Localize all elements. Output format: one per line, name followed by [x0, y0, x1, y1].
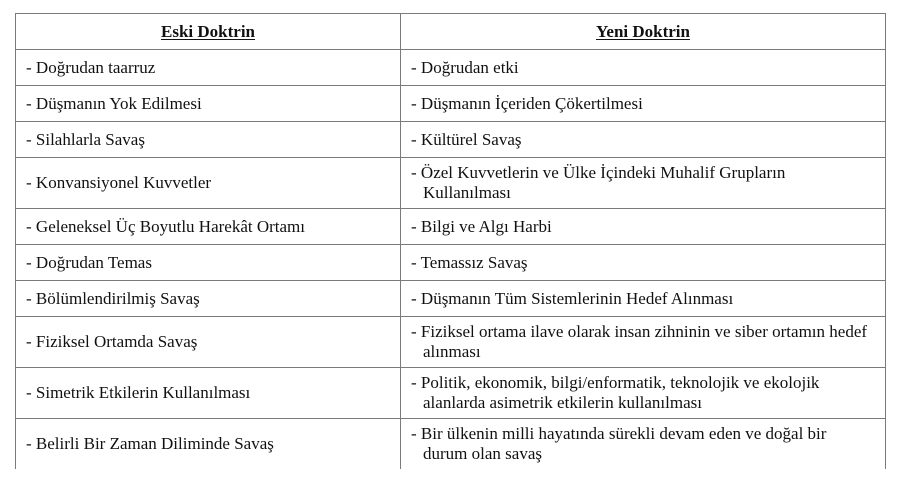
- table-row: [16, 50, 886, 86]
- table-row: [16, 158, 886, 209]
- old-doctrine-cell: - Doğrudan Temas: [16, 245, 401, 281]
- table-row: [16, 419, 886, 470]
- new-doctrine-cell: - Bilgi ve Algı Harbi: [401, 209, 886, 245]
- new-doctrine-cell: - Politik, ekonomik, bilgi/enformatik, teknolojik ve ekolojik alanlarda asimetrik etkilerin kullanılması: [401, 368, 886, 419]
- old-doctrine-cell: - Geleneksel Üç Boyutlu Harekât Ortamı: [16, 209, 401, 245]
- header-old-doctrine: Eski Doktrin: [16, 14, 401, 50]
- new-doctrine-cell: - Bir ülkenin milli hayatında sürekli devam eden ve doğal bir durum olan savaş: [401, 419, 886, 470]
- old-doctrine-cell: - Silahlarla Savaş: [16, 122, 401, 158]
- old-doctrine-cell: - Doğrudan taarruz: [16, 50, 401, 86]
- header-new-doctrine: Yeni Doktrin: [401, 14, 886, 50]
- old-doctrine-cell: - Konvansiyonel Kuvvetler: [16, 158, 401, 209]
- new-doctrine-cell: - Kültürel Savaş: [401, 122, 886, 158]
- old-doctrine-cell: - Fiziksel Ortamda Savaş: [16, 317, 401, 368]
- old-doctrine-cell: - Belirli Bir Zaman Diliminde Savaş: [16, 419, 401, 470]
- table-header-row: [16, 14, 886, 50]
- old-doctrine-cell: - Düşmanın Yok Edilmesi: [16, 86, 401, 122]
- new-doctrine-cell: - Düşmanın Tüm Sistemlerinin Hedef Alınması: [401, 281, 886, 317]
- doctrine-comparison-table: [15, 13, 886, 469]
- table-row: [16, 368, 886, 419]
- table-row: [16, 317, 886, 368]
- table-row: [16, 122, 886, 158]
- new-doctrine-cell: - Doğrudan etki: [401, 50, 886, 86]
- old-doctrine-cell: - Bölümlendirilmiş Savaş: [16, 281, 401, 317]
- table-row: [16, 281, 886, 317]
- table-row: [16, 209, 886, 245]
- table-row: [16, 245, 886, 281]
- new-doctrine-cell: - Özel Kuvvetlerin ve Ülke İçindeki Muhalif Grupların Kullanılması: [401, 158, 886, 209]
- new-doctrine-cell: - Temassız Savaş: [401, 245, 886, 281]
- old-doctrine-cell: - Simetrik Etkilerin Kullanılması: [16, 368, 401, 419]
- table-row: [16, 86, 886, 122]
- cropped-text-line: [175, 0, 775, 5]
- new-doctrine-cell: - Düşmanın İçeriden Çökertilmesi: [401, 86, 886, 122]
- new-doctrine-cell: - Fiziksel ortama ilave olarak insan zihninin ve siber ortamın hedef alınması: [401, 317, 886, 368]
